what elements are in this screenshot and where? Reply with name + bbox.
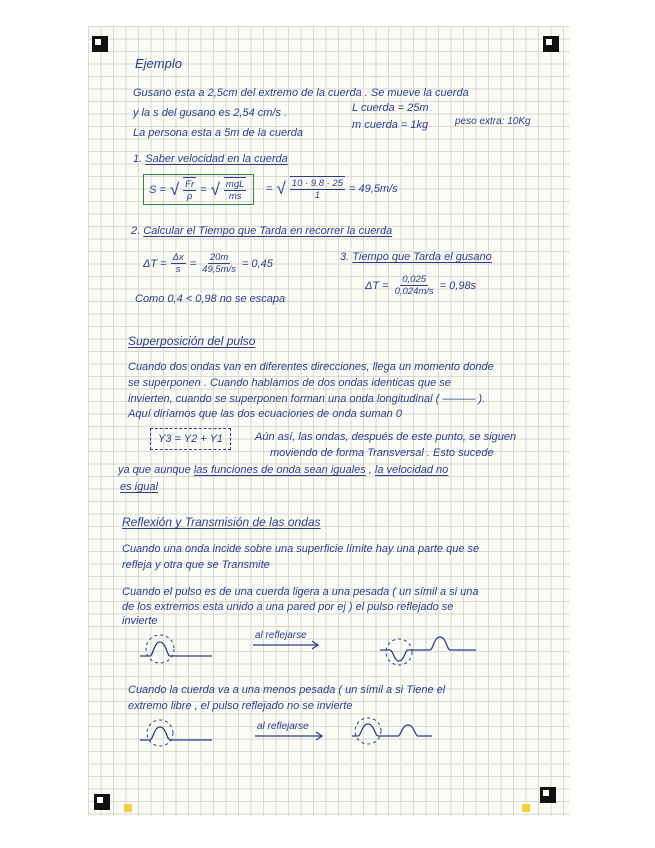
fraction-numerator: 10 · 9.8 · 25 xyxy=(291,178,344,189)
problem-line-3: La persona esta a 5m de la cuerda xyxy=(133,127,304,139)
rope-mass-value: m cuerda = 1kg xyxy=(352,119,429,131)
light-arrow-label: al reflejarse xyxy=(257,721,309,732)
radical-sign: √ xyxy=(169,180,180,199)
reflected-upright-pulse xyxy=(352,724,432,736)
fraction-numerator: 20m xyxy=(209,252,229,263)
step-3-number: 3. xyxy=(340,251,350,263)
radical-sign: √ xyxy=(210,180,220,199)
heavy-rope-line-1: Cuando el pulso es de una cuerda ligera a una pesada ( un símil a si una xyxy=(122,586,479,598)
superposition-line-4: Aquí diríamos que las dos ecuaciones de onda suman 0 xyxy=(128,408,402,420)
example-heading: Ejemplo xyxy=(135,56,182,71)
superposition-line-1: Cuando dos ondas van en diferentes direcciones, llega un momento donde xyxy=(128,361,494,373)
fraction-denominator: 49,5m/s xyxy=(202,264,236,275)
equals-sign: = xyxy=(189,257,197,270)
step-1-number: 1. xyxy=(133,153,143,165)
tail-text-e: es igual xyxy=(120,481,158,493)
fraction-denominator: 1 xyxy=(314,190,321,201)
tail-text-d: la velocidad no xyxy=(374,464,449,476)
light-rope-line-1: Cuando la cuerda va a una menos pesada ( un símil a si Tiene el xyxy=(128,684,446,696)
reflection-heading: Reflexión y Transmisión de las ondas xyxy=(122,515,321,529)
problem-line-2: y la s del gusano es 2,54 cm/s . xyxy=(133,107,288,119)
reflection-line-2: refleja y otra que se Transmite xyxy=(122,559,270,571)
radical-sign: √ xyxy=(276,179,286,198)
time-lhs: ΔT = xyxy=(365,279,389,292)
step-1-title: Saber velocidad en la cuerda xyxy=(145,153,288,165)
tail-text-c: , xyxy=(368,464,372,476)
reflection-line-1: Cuando una onda incide sobre una superficie límite hay una parte que se xyxy=(122,543,480,555)
problem-line-1: Gusano esta a 2,5cm del extremo de la cuerda . Se mueve la cuerda xyxy=(133,87,469,99)
incident-pulse-highlight-heavy xyxy=(146,635,174,663)
equals-sign: = xyxy=(200,183,207,196)
step-2-number: 2. xyxy=(131,225,141,237)
extra-weight-value: peso extra: 10Kg xyxy=(455,116,531,127)
equals-sign: = xyxy=(266,182,273,195)
fraction-numerator: mgL xyxy=(225,179,245,190)
conclusion-text: Como 0,4 < 0,98 no se escapa xyxy=(135,293,286,305)
time-lhs: ΔT = xyxy=(143,257,167,270)
fraction-denominator: ms xyxy=(228,191,242,202)
heavy-rope-line-3: invierte xyxy=(122,615,158,627)
fraction-numerator: Fr xyxy=(185,179,195,190)
worm-time-result: = 0,98s xyxy=(439,279,477,292)
superposition-line-3: invierten, cuando se superponen forman una onda longitudinal ( ——— ). xyxy=(128,393,486,405)
fraction-denominator: 0,024m/s xyxy=(394,286,434,297)
velocity-lhs: S = xyxy=(149,183,166,196)
reflected-pulse-highlight-light xyxy=(355,718,381,744)
light-rope-line-2: extremo libre , el pulso reflejado no se invierte xyxy=(128,700,353,712)
fraction-numerator: Δx xyxy=(172,252,184,263)
fraction-denominator: ρ xyxy=(186,191,193,202)
fraction-numerator: 0,025 xyxy=(402,274,427,285)
superposition-note-1: Aún así, las ondas, después de este punto, se siguen xyxy=(255,431,517,443)
fraction-denominator: s xyxy=(175,264,181,275)
heavy-rope-line-2: de los extremos esta unido a una pared por ej ) el pulso reflejado se xyxy=(122,601,454,613)
step-3-title: Tiempo que Tarda el gusano xyxy=(352,251,492,263)
superposition-heading: Superposición del pulso xyxy=(128,334,256,348)
superposition-equation: Y3 = Y2 + Y1 xyxy=(150,428,231,450)
incident-pulse-light xyxy=(140,727,212,740)
rope-time-result: = 0,45 xyxy=(241,257,273,270)
velocity-result: = 49,5m/s xyxy=(349,182,398,195)
superposition-line-2: se superponen . Cuando hablamos de dos ondas identicas que se xyxy=(128,377,451,389)
superposition-note-2: moviendo de forma Transversal . Esto sucede xyxy=(270,447,494,459)
step-2-title: Calcular el Tiempo que Tarda en recorrer la cuerda xyxy=(143,225,393,237)
reflected-inverted-pulse xyxy=(380,637,476,661)
tail-text-a: ya que aunque xyxy=(118,464,191,476)
incident-pulse-heavy xyxy=(140,642,212,656)
heavy-arrow-label: al reflejarse xyxy=(255,630,307,641)
tail-text-b: las funciones de onda sean iguales xyxy=(193,464,366,476)
incident-pulse-highlight-light xyxy=(147,720,173,746)
rope-length-value: L cuerda = 25m xyxy=(352,102,429,114)
